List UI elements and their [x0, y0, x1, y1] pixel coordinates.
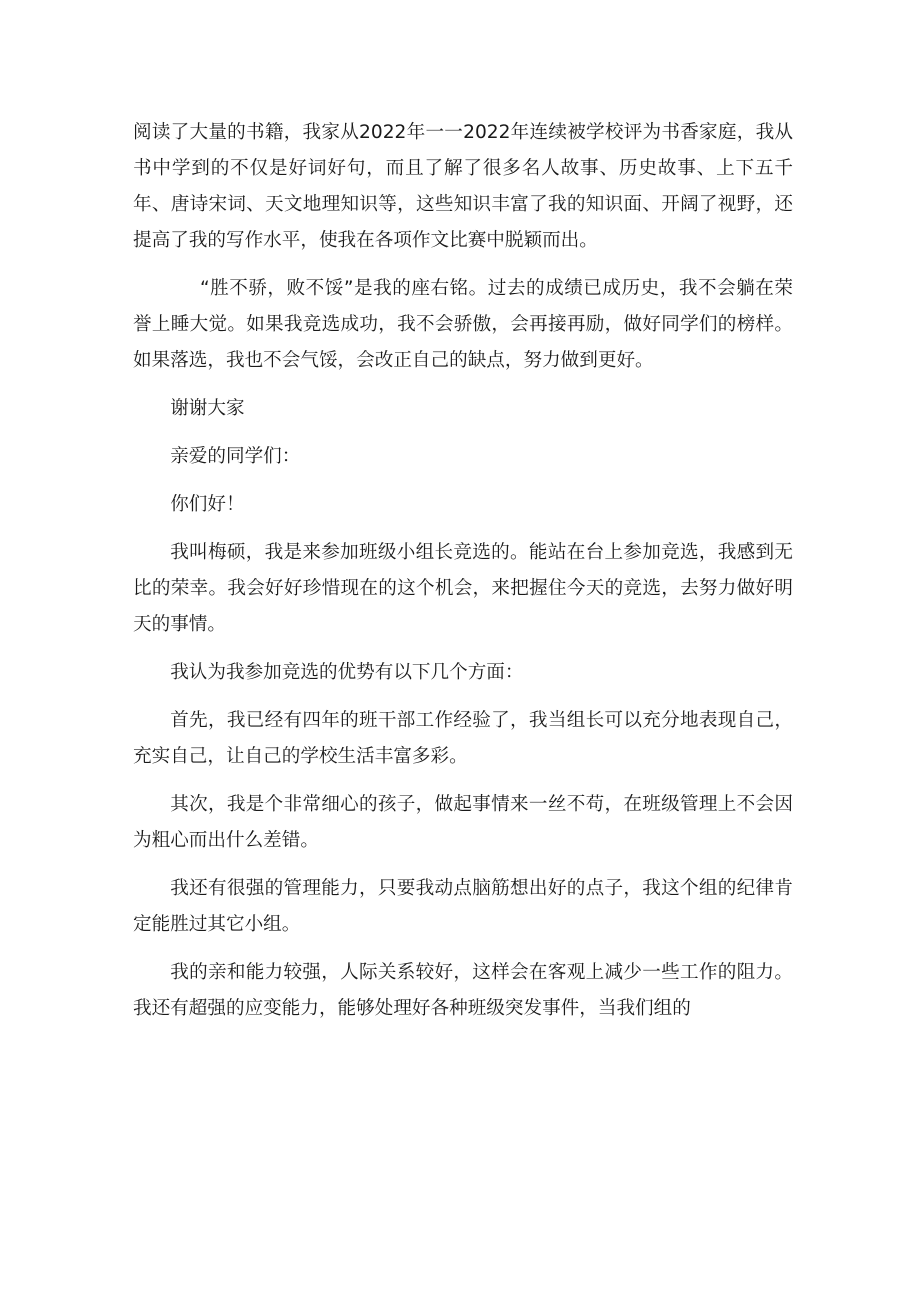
paragraph-thanks: 谢谢大家: [170, 398, 245, 419]
paragraph-advantages-intro: 我认为我参加竞选的优势有以下几个方面：: [170, 662, 524, 683]
paragraph-second-advantage: 其次，我是个非常细心的孩子，做起事情来一丝不苟，在班级管理上不会因为粗心而出什么差错。: [133, 794, 793, 851]
document-body: [133, 115, 793, 1039]
paragraph-affinity-ability: 我的亲和能力较强，人际关系较好，这样会在客观上减少一些工作的阻力。我还有超强的应变能力，能够处理好各种班级突发事件，当我们组的: [133, 962, 793, 1019]
paragraph-introduction: 我叫梅硕，我是来参加班级小组长竞选的。能站在台上参加竞选，我感到无比的荣幸。我会好好珍惜现在的这个机会，来把握住今天的竞选，去努力做好明天的事情。: [133, 542, 793, 635]
paragraph-management-ability: 我还有很强的管理能力，只要我动点脑筋想出好的点子，我这个组的纪律肯定能胜过其它小组。: [133, 878, 793, 935]
paragraph-greeting: 你们好！: [170, 494, 245, 515]
paragraph-first-advantage: 首先，我已经有四年的班干部工作经验了，我当组长可以充分地表现自己，充实自己，让自己的学校生活丰富多彩。: [133, 710, 793, 767]
paragraph-motto: “胜不骄，败不馁”是我的座右铭。过去的成绩已成历史，我不会躺在荣誉上睡大觉。如果我竞选成功，我不会骄傲，会再接再励，做好同学们的榜样。如果落选，我也不会气馁，会改正自己的缺点，努力做到更好。: [133, 278, 793, 371]
paragraph-salutation: 亲爱的同学们：: [170, 446, 301, 467]
paragraph-reading-books: 阅读了大量的书籍，我家从2022年一一2022年连续被学校评为书香家庭，我从书中学到的不仅是好词好句，而且了解了很多名人故事、历史故事、上下五千年、唐诗宋词、天文地理知识等，这些知识丰富了我的知识面、开阔了视野，还提高了我的写作水平，使我在各项作文比赛中脱颖而出。: [133, 122, 793, 251]
